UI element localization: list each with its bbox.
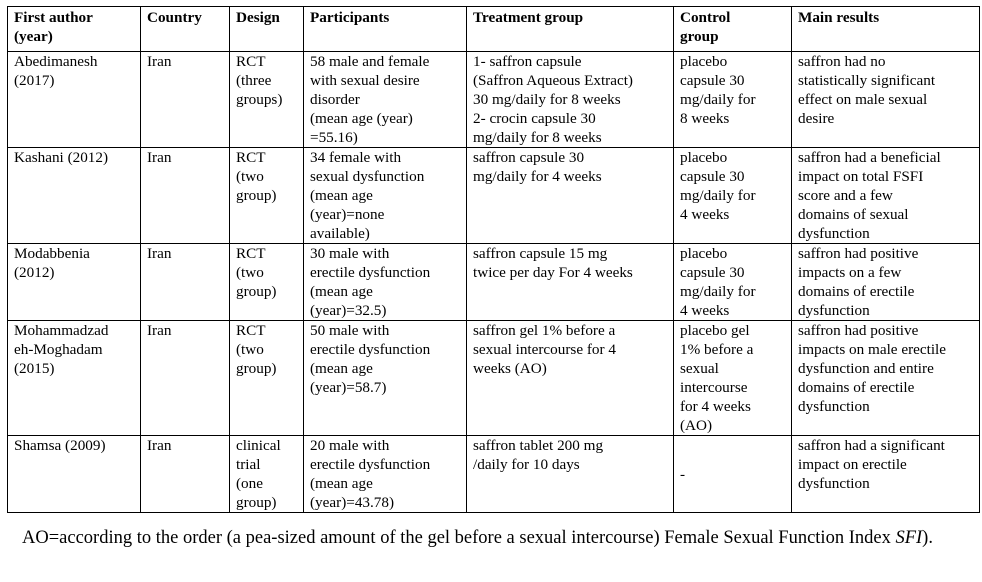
control-cell — [674, 244, 792, 321]
table-footnote — [22, 527, 972, 549]
cell-line: 8 weeks — [680, 110, 730, 127]
cell-line: placebo — [680, 53, 728, 70]
cell-line: Kashani (2012) — [14, 149, 109, 166]
header-cell — [141, 7, 230, 52]
design-cell — [230, 52, 304, 148]
cell-line: placebo — [680, 245, 728, 262]
control-cell — [674, 436, 792, 513]
results-cell — [792, 52, 980, 148]
cell-line: saffron had a significant — [798, 437, 945, 454]
author-cell — [8, 52, 141, 148]
cell-line: sexual dysfunction — [310, 168, 425, 185]
cell-line: (2015) — [14, 360, 55, 377]
treatment-cell — [467, 52, 674, 148]
header-cell — [467, 7, 674, 52]
cell-line: saffron capsule 15 mg — [473, 245, 608, 262]
cell-line: /daily for 10 days — [473, 456, 580, 473]
cell-line: domains of sexual — [798, 206, 909, 223]
header-row — [8, 7, 980, 52]
cell-line: mg/daily for 4 weeks — [473, 168, 602, 185]
cell-line: (year)=32.5) — [310, 302, 387, 319]
cell-line: saffron had positive — [798, 322, 919, 339]
country-cell: Iran — [141, 52, 230, 148]
cell-line: (mean age — [310, 283, 373, 300]
cell-line: sexual intercourse for 4 — [473, 341, 616, 358]
cell-line: (mean age — [310, 360, 373, 377]
cell-line: 1- saffron capsule — [473, 53, 582, 70]
cell-line: groups) — [236, 91, 283, 108]
header-cell — [230, 7, 304, 52]
results-cell — [792, 321, 980, 436]
cell-line: (three — [236, 72, 272, 89]
cell-line: disorder — [310, 91, 360, 108]
control-cell — [674, 52, 792, 148]
cell-line: saffron tablet 200 mg — [473, 437, 604, 454]
cell-line: RCT — [236, 149, 266, 166]
results-cell — [792, 148, 980, 244]
cell-line: (two — [236, 341, 264, 358]
cell-line: capsule 30 — [680, 264, 745, 281]
control-cell — [674, 321, 792, 436]
cell-line: impacts on male erectile — [798, 341, 947, 358]
cell-line: 34 female with — [310, 149, 402, 166]
treatment-cell — [467, 244, 674, 321]
cell-line: (2012) — [14, 264, 55, 281]
country-cell: Iran — [141, 321, 230, 436]
cell-line: saffron capsule 30 — [473, 149, 585, 166]
cell-line: with sexual desire — [310, 72, 420, 89]
table-row — [8, 148, 980, 244]
header-cell — [304, 7, 467, 52]
header-cell — [674, 7, 792, 52]
cell-line: effect on male sexual — [798, 91, 928, 108]
cell-line: group) — [236, 283, 277, 300]
table-row — [8, 52, 980, 148]
cell-line: available) — [310, 225, 370, 242]
cell-line: dysfunction — [798, 398, 870, 415]
cell-line: domains of erectile — [798, 379, 915, 396]
cell-line: Mohammadzad — [14, 322, 109, 339]
design-cell — [230, 321, 304, 436]
design-cell — [230, 244, 304, 321]
cell-line: (2017) — [14, 72, 55, 89]
cell-line: saffron had positive — [798, 245, 919, 262]
cell-line: 30 male with — [310, 245, 390, 262]
table-row — [8, 321, 980, 436]
table-row — [8, 244, 980, 321]
cell-line: impact on erectile — [798, 456, 907, 473]
header-cell — [792, 7, 980, 52]
cell-line: mg/daily for — [680, 91, 756, 108]
cell-line: desire — [798, 110, 835, 127]
participants-cell — [304, 148, 467, 244]
cell-line: capsule 30 — [680, 72, 745, 89]
participants-cell — [304, 52, 467, 148]
cell-line: for 4 weeks — [680, 398, 751, 415]
cell-line: erectile dysfunction — [310, 456, 431, 473]
cell-line: erectile dysfunction — [310, 264, 431, 281]
cell-line: group) — [236, 187, 277, 204]
cell-line: Main results — [798, 9, 880, 26]
cell-line: weeks (AO) — [473, 360, 547, 377]
cell-line: group) — [236, 494, 277, 511]
cell-line: statistically significant — [798, 72, 936, 89]
cell-line: eh-Moghadam — [14, 341, 103, 358]
cell-line: group) — [236, 360, 277, 377]
cell-line: Design — [236, 9, 280, 26]
cell-line: clinical — [236, 437, 281, 454]
cell-line: saffron had no — [798, 53, 886, 70]
cell-line: score and a few — [798, 187, 893, 204]
cell-line: sexual — [680, 360, 719, 377]
design-cell — [230, 436, 304, 513]
cell-line: capsule 30 — [680, 168, 745, 185]
cell-line: mg/daily for — [680, 283, 756, 300]
participants-cell — [304, 436, 467, 513]
cell-line: intercourse — [680, 379, 748, 396]
cell-line: Abedimanesh — [14, 53, 98, 70]
author-cell — [8, 244, 141, 321]
cell-line: (mean age — [310, 187, 373, 204]
cell-line: 4 weeks — [680, 206, 730, 223]
cell-line: domains of erectile — [798, 283, 915, 300]
cell-line: RCT — [236, 245, 266, 262]
cell-line: trial — [236, 456, 261, 473]
author-cell — [8, 436, 141, 513]
cell-line: dysfunction — [798, 302, 870, 319]
footnote-end: ). — [922, 528, 933, 548]
cell-line: 58 male and female — [310, 53, 430, 70]
cell-line: group — [680, 28, 719, 45]
cell-line: (Saffron Aqueous Extract) — [473, 72, 633, 89]
cell-line: (year)=43.78) — [310, 494, 395, 511]
cell-line: Country — [147, 9, 202, 26]
treatment-cell — [467, 436, 674, 513]
cell-line: saffron had a beneficial — [798, 149, 941, 166]
cell-line: placebo gel — [680, 322, 750, 339]
cell-line: (mean age (year) — [310, 110, 413, 127]
table-row — [8, 436, 980, 513]
cell-line: saffron gel 1% before a — [473, 322, 616, 339]
design-cell — [230, 148, 304, 244]
cell-line: 30 mg/daily for 8 weeks — [473, 91, 621, 108]
treatment-cell — [467, 148, 674, 244]
cell-line: erectile dysfunction — [310, 341, 431, 358]
cell-line: RCT — [236, 322, 266, 339]
cell-line: impact on total FSFI — [798, 168, 924, 185]
footnote-text: AO=according to the order (a pea-sized amount of the gel before a sexual intercourse) Female Sexual Function Index — [22, 528, 896, 548]
results-cell — [792, 244, 980, 321]
author-cell — [8, 148, 141, 244]
control-cell — [674, 148, 792, 244]
cell-line: (one — [236, 475, 263, 492]
cell-line: 1% before a — [680, 341, 754, 358]
cell-line: RCT — [236, 53, 266, 70]
participants-cell — [304, 244, 467, 321]
cell-line: mg/daily for — [680, 187, 756, 204]
cell-line: mg/daily for 8 weeks — [473, 129, 602, 146]
cell-line: 50 male with — [310, 322, 390, 339]
cell-line: - — [680, 465, 686, 483]
cell-line: Modabbenia — [14, 245, 90, 262]
cell-line: placebo — [680, 149, 728, 166]
cell-line: (mean age — [310, 475, 373, 492]
cell-line: 4 weeks — [680, 302, 730, 319]
cell-line: (year)=58.7) — [310, 379, 387, 396]
cell-line: (AO) — [680, 417, 713, 434]
cell-line: (two — [236, 264, 264, 281]
cell-line: (year) — [14, 28, 53, 45]
cell-line: twice per day For 4 weeks — [473, 264, 633, 281]
country-cell: Iran — [141, 244, 230, 321]
results-cell — [792, 436, 980, 513]
treatment-cell — [467, 321, 674, 436]
country-cell: Iran — [141, 148, 230, 244]
cell-line: First author — [14, 9, 93, 26]
cell-line: Shamsa (2009) — [14, 437, 106, 454]
cell-line: dysfunction — [798, 225, 870, 242]
cell-line: (year)=none — [310, 206, 385, 223]
footnote-abbr: SFI — [895, 528, 923, 548]
cell-line: Control — [680, 9, 731, 26]
author-cell — [8, 321, 141, 436]
cell-line: =55.16) — [310, 129, 358, 146]
cell-line: impacts on a few — [798, 264, 902, 281]
cell-line: dysfunction — [798, 475, 870, 492]
participants-cell — [304, 321, 467, 436]
studies-table — [7, 6, 980, 513]
cell-line: Participants — [310, 9, 390, 26]
cell-line: dysfunction and entire — [798, 360, 934, 377]
header-cell — [8, 7, 141, 52]
cell-line: 20 male with — [310, 437, 390, 454]
cell-line: (two — [236, 168, 264, 185]
cell-line: Treatment group — [473, 9, 584, 26]
cell-line: 2- crocin capsule 30 — [473, 110, 596, 127]
country-cell: Iran — [141, 436, 230, 513]
